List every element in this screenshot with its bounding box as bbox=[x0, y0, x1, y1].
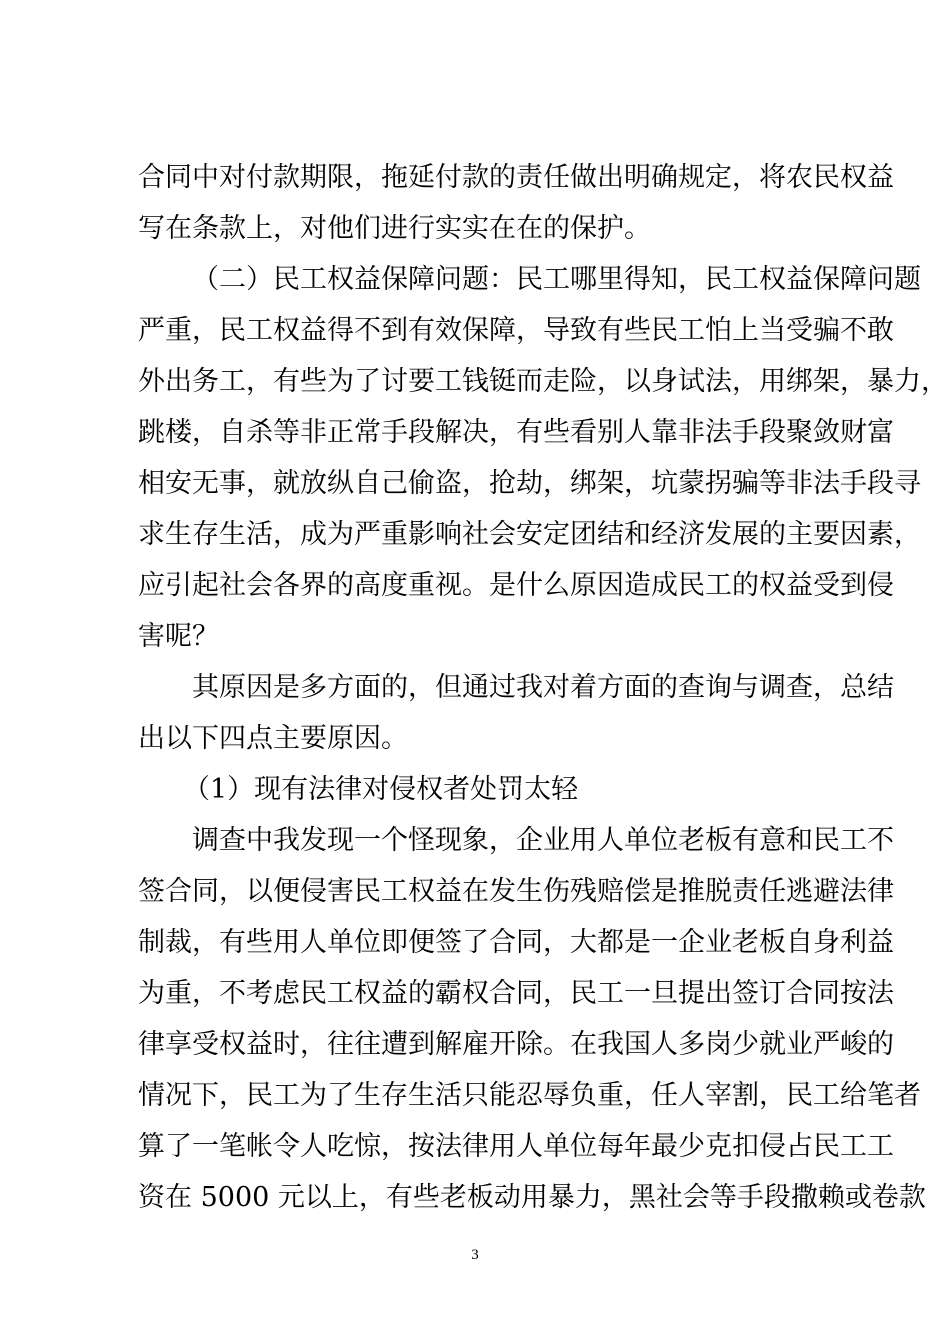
text-line: 制裁，有些用人单位即便签了合同，大都是一企业老板自身利益 bbox=[138, 927, 894, 958]
text-line: 出以下四点主要原因。 bbox=[138, 723, 408, 754]
text-line: 严重，民工权益得不到有效保障，导致有些民工怕上当受骗不敢 bbox=[138, 315, 894, 346]
text-line: 写在条款上，对他们进行实实在在的保护。 bbox=[138, 213, 651, 244]
text-line: 合同中对付款期限，拖延付款的责任做出明确规定，将农民权益 bbox=[138, 162, 894, 193]
text-line: 调查中我发现一个怪现象，企业用人单位老板有意和民工不 bbox=[192, 825, 894, 856]
text-line: （二）民工权益保障问题：民工哪里得知，民工权益保障问题 bbox=[192, 264, 921, 295]
text-line: 应引起社会各界的高度重视。是什么原因造成民工的权益受到侵 bbox=[138, 570, 894, 601]
text-line: 外出务工，有些为了讨要工钱铤而走险，以身试法，用绑架，暴力， bbox=[138, 366, 948, 397]
text-line: 跳楼，自杀等非正常手段解决，有些看别人靠非法手段聚敛财富 bbox=[138, 417, 894, 448]
text-line: 其原因是多方面的，但通过我对着方面的查询与调查，总结 bbox=[192, 672, 894, 703]
text-line: 为重，不考虑民工权益的霸权合同，民工一旦提出签订合同按法 bbox=[138, 978, 894, 1009]
section-heading: （1）现有法律对侵权者处罚太轻 bbox=[183, 774, 579, 805]
text-line: 签合同，以便侵害民工权益在发生伤残赔偿是推脱责任逃避法律 bbox=[138, 876, 894, 907]
text-line: 资在 5000 元以上，有些老板动用暴力，黑社会等手段撒赖或卷款 bbox=[138, 1182, 926, 1213]
text-line: 律享受权益时，往往遭到解雇开除。在我国人多岗少就业严峻的 bbox=[138, 1029, 894, 1060]
text-line: 相安无事，就放纵自己偷盗，抢劫，绑架，坑蒙拐骗等非法手段寻 bbox=[138, 468, 921, 499]
text-line: 算了一笔帐令人吃惊，按法律用人单位每年最少克扣侵占民工工 bbox=[138, 1131, 894, 1162]
page-number: 3 bbox=[471, 1247, 479, 1263]
text-line: 求生存生活，成为严重影响社会安定团结和经济发展的主要因素， bbox=[138, 519, 921, 550]
text-line: 害呢？ bbox=[138, 621, 219, 652]
text-line: 情况下，民工为了生存生活只能忍辱负重，任人宰割，民工给笔者 bbox=[138, 1080, 921, 1111]
